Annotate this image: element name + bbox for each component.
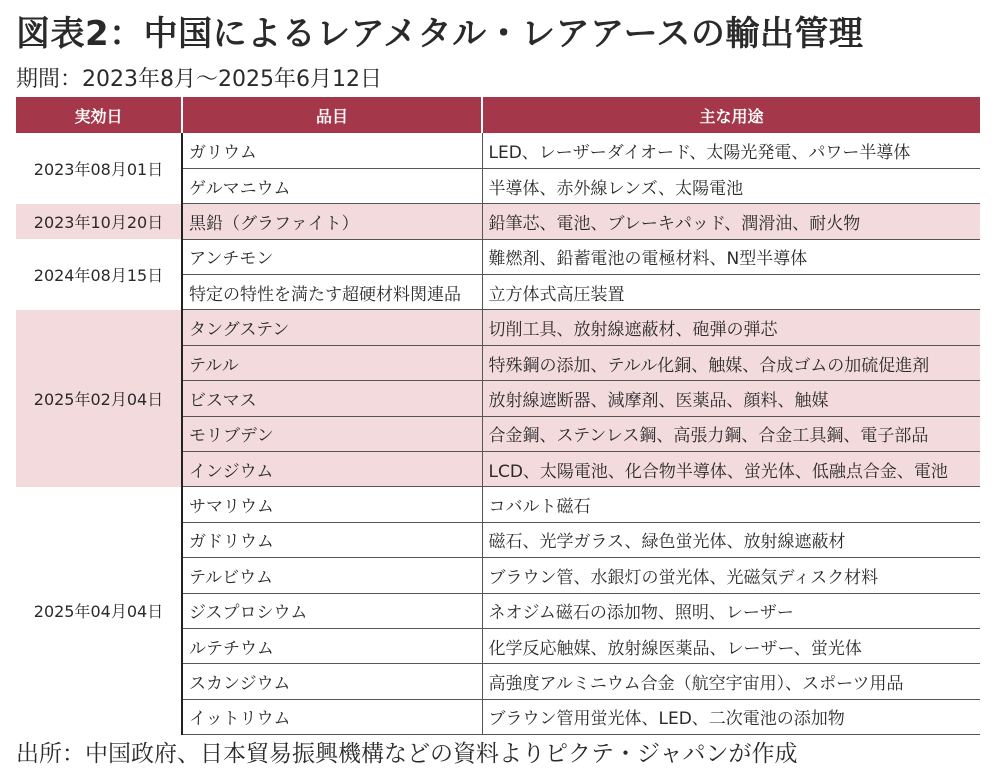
main-use-cell: 半導体、赤外線レンズ、太陽電池 (482, 168, 980, 203)
table-header-row (16, 97, 980, 133)
main-use-cell: 鉛筆芯、電池、ブレーキパッド、潤滑油、耐火物 (482, 204, 980, 239)
source-note: 出所：中国政府、日本貿易振興機構などの資料よりピクテ・ジャパンが作成 (16, 741, 798, 767)
main-use-cell: 特殊鋼の添加、テルル化銅、触媒、合成ゴムの加硫促進剤 (482, 345, 980, 380)
main-use-cell: 高強度アルミニウム合金（航空宇宙用）、スポーツ用品 (482, 664, 980, 699)
main-use-cell: ブラウン管、水銀灯の蛍光体、光磁気ディスク材料 (482, 558, 980, 593)
effective-date-cell: 2025年04月04日 (16, 487, 182, 735)
item-cell: ガリウム (182, 133, 482, 168)
export-control-table (16, 97, 980, 735)
header-main-use: 主な用途 (482, 97, 980, 133)
effective-date-cell: 2025年02月04日 (16, 310, 182, 487)
main-use-cell: ブラウン管用蛍光体、LED、二次電池の添加物 (482, 699, 980, 734)
table-row (16, 133, 980, 168)
item-cell: アンチモン (182, 239, 482, 274)
table-row (16, 204, 980, 239)
main-use-cell: 合金鋼、ステンレス鋼、高張力鋼、合金工具鋼、電子部品 (482, 416, 980, 451)
chart-title: 図表2：中国によるレアメタル・レアアースの輸出管理 (16, 14, 864, 54)
item-cell: モリブデン (182, 416, 482, 451)
effective-date-cell: 2024年08月15日 (16, 239, 182, 310)
main-use-cell: 放射線遮断器、減摩剤、医薬品、顔料、触媒 (482, 381, 980, 416)
item-cell: ジスプロシウム (182, 593, 482, 628)
item-cell: タングステン (182, 310, 482, 345)
item-cell: ガドリウム (182, 522, 482, 557)
item-cell: テルル (182, 345, 482, 380)
main-use-cell: 難燃剤、鉛蓄電池の電極材料、N型半導体 (482, 239, 980, 274)
header-item: 品目 (182, 97, 482, 133)
effective-date-cell: 2023年08月01日 (16, 133, 182, 204)
main-use-cell: 化学反応触媒、放射線医薬品、レーザー、蛍光体 (482, 628, 980, 663)
effective-date-cell: 2023年10月20日 (16, 204, 182, 239)
item-cell: ビスマス (182, 381, 482, 416)
header-effective-date: 実効日 (16, 97, 182, 133)
main-use-cell: ネオジム磁石の添加物、照明、レーザー (482, 593, 980, 628)
main-use-cell: コバルト磁石 (482, 487, 980, 522)
main-use-cell: 磁石、光学ガラス、緑色蛍光体、放射線遮蔽材 (482, 522, 980, 557)
table-row (16, 487, 980, 522)
item-cell: サマリウム (182, 487, 482, 522)
item-cell: スカンジウム (182, 664, 482, 699)
item-cell: ルテチウム (182, 628, 482, 663)
main-use-cell: 切削工具、放射線遮蔽材、砲弾の弾芯 (482, 310, 980, 345)
item-cell: ゲルマニウム (182, 168, 482, 203)
main-use-cell: LCD、太陽電池、化合物半導体、蛍光体、低融点合金、電池 (482, 452, 980, 487)
table-row (16, 239, 980, 274)
main-use-cell: LED、レーザーダイオード、太陽光発電、パワー半導体 (482, 133, 980, 168)
item-cell: イットリウム (182, 699, 482, 734)
main-use-cell: 立方体式高圧装置 (482, 275, 980, 310)
item-cell: 黒鉛（グラファイト） (182, 204, 482, 239)
table-row (16, 310, 980, 345)
table-body (16, 133, 980, 735)
item-cell: インジウム (182, 452, 482, 487)
item-cell: 特定の特性を満たす超硬材料関連品 (182, 275, 482, 310)
item-cell: テルビウム (182, 558, 482, 593)
period-subtitle: 期間：2023年8月～2025年6月12日 (16, 67, 382, 92)
